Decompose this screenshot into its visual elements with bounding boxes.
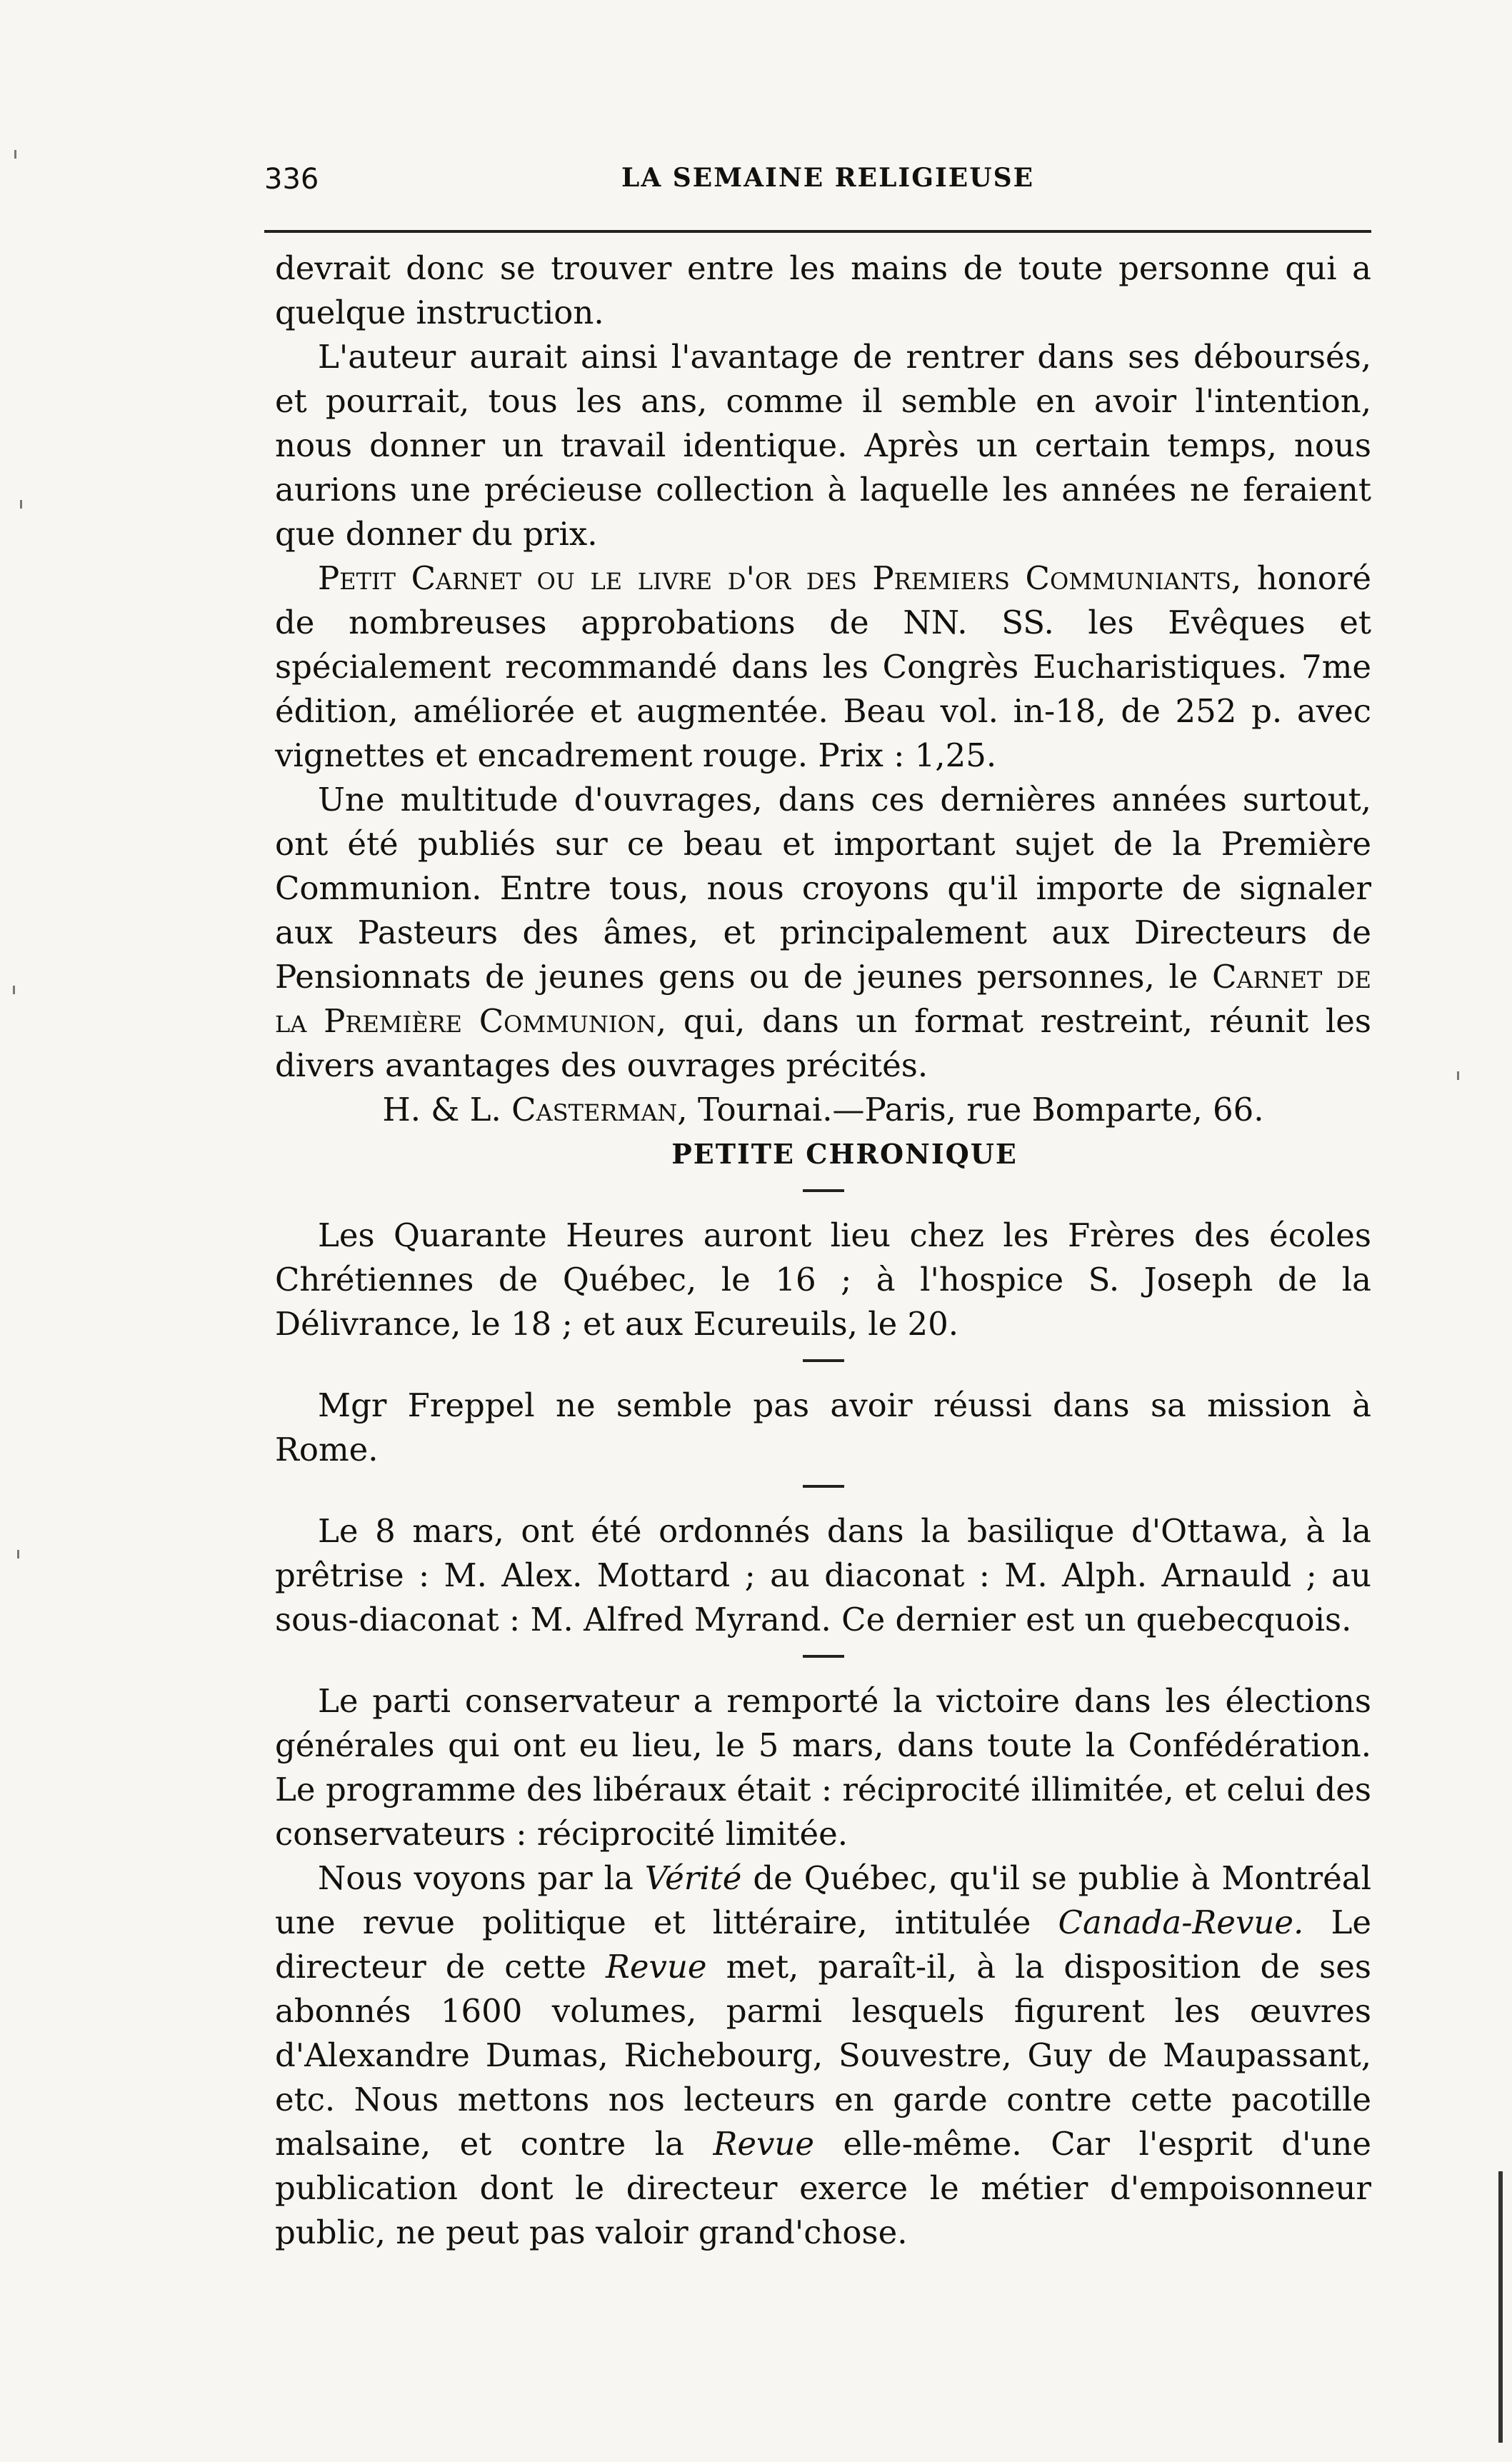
publisher-names: H. & L.	[382, 1091, 501, 1129]
separator-dash	[803, 1359, 844, 1362]
speck	[20, 500, 22, 509]
page-number: 336	[264, 163, 319, 196]
news-item: Le 8 mars, ont été ordonnés dans la basilique d'Ottawa, à la prêtrise : M. Alex. Mottard ; au diaconat : M. Alph. Arnauld ; au sous-diaconat : M. Alfred Myrand. Ce dernier est un quebecquois.	[275, 1512, 1371, 1638]
header-rule	[264, 230, 1371, 233]
news-item: Mgr Freppel ne semble pas avoir réussi dans sa mission à Rome.	[275, 1386, 1371, 1468]
publisher-address: Tournai.—Paris, rue Bomparte, 66.	[697, 1091, 1264, 1129]
review-text-end: qui, dans un format restreint, réunit les divers avantages des ouvrages précités.	[275, 1002, 1372, 1084]
review-paragraph	[275, 778, 1371, 1088]
book-title: Petit Carnet ou le livre d'or des Premiers Communiants,	[318, 559, 1242, 597]
section-title: PETITE CHRONIQUE	[671, 1138, 1018, 1170]
chronique-section	[275, 1132, 1371, 2255]
italic-title: Vérité	[644, 1859, 742, 1897]
text: elle-même. Car l'esprit d'une publication dont le directeur exerce le métier d'empoisonneur public, ne peut pas valoir grand'chose.	[275, 2125, 1371, 2251]
speck	[1457, 1071, 1459, 1080]
speck	[13, 986, 15, 994]
news-item	[275, 1856, 1371, 2255]
paragraph: devrait donc se trouver entre les mains de toute personne qui a quelque instruction.	[275, 249, 1371, 331]
separator-dash	[803, 1189, 844, 1192]
publisher-firm: Casterman,	[511, 1091, 688, 1129]
scan-edge-mark	[1498, 2171, 1503, 2443]
text: Nous voyons par la	[318, 1859, 634, 1897]
book-entry	[275, 556, 1371, 778]
page-body	[275, 246, 1371, 2255]
text: Le directeur de cette	[275, 1903, 1371, 1986]
italic-title: Revue	[606, 1948, 707, 1986]
text: de Québec, qu'il se publie à Montréal une revue politique et littéraire, intitulée	[275, 1859, 1371, 1941]
speck	[17, 1550, 19, 1558]
paragraph: L'auteur aurait ainsi l'avantage de rentrer dans ses déboursés, et pourrait, tous les ans, comme il semble en avoir l'intention, nous donner un travail identique. Après un certain temps, nous aurions une précieuse collection à laquelle les années ne feraient que donner du prix.	[275, 338, 1371, 553]
publisher-line	[275, 1088, 1371, 1132]
news-item: Le parti conservateur a remporté la victoire dans les élections générales qui ont eu lieu, le 5 mars, dans toute la Confédération. Le programme des libéraux était : réciprocité illimitée, et celui des conservateurs : réciprocité limitée.	[275, 1682, 1371, 1853]
review-text: Une multitude d'ouvrages, dans ces dernières années surtout, ont été publiés sur ce beau et important sujet de la Première Communion. Entre tous, nous croyons qu'il importe de signaler aux Pasteurs des âmes, et principalement aux Directeurs de Pensionnats de jeunes gens ou de jeunes personnes, le	[275, 781, 1371, 996]
book-reference: Carnet de la Première Communion,	[275, 958, 1371, 1040]
separator-dash	[803, 1655, 844, 1658]
italic-title: Canada-Revue.	[1058, 1903, 1304, 1941]
separator-dash	[803, 1485, 844, 1488]
running-title: LA SEMAINE RELIGIEUSE	[621, 163, 1035, 193]
running-header	[264, 163, 1371, 206]
news-item: Les Quarante Heures auront lieu chez les Frères des écoles Chrétiennes de Québec, le 16 ; à l'hospice S. Joseph de la Délivrance, le 18 ; et aux Ecureuils, le 20.	[275, 1216, 1371, 1343]
book-description: honoré de nombreuses approbations de NN. SS. les Evêques et spécialement recommandé dans les Congrès Eucharistiques. 7me édition, améliorée et augmentée. Beau vol. in-18, de 252 p. avec vignettes et encadrement rouge. Prix : 1,25.	[275, 559, 1371, 774]
italic-title: Revue	[713, 2125, 815, 2163]
text: met, paraît-il, à la disposition de ses abonnés 1600 volumes, parmi lesquels figurent les œuvres d'Alexandre Dumas, Richebourg, Souvestre, Guy de Maupassant, etc. Nous mettons nos lecteurs en garde contre cette pacotille malsaine, et contre la	[275, 1948, 1371, 2163]
speck	[14, 150, 16, 159]
